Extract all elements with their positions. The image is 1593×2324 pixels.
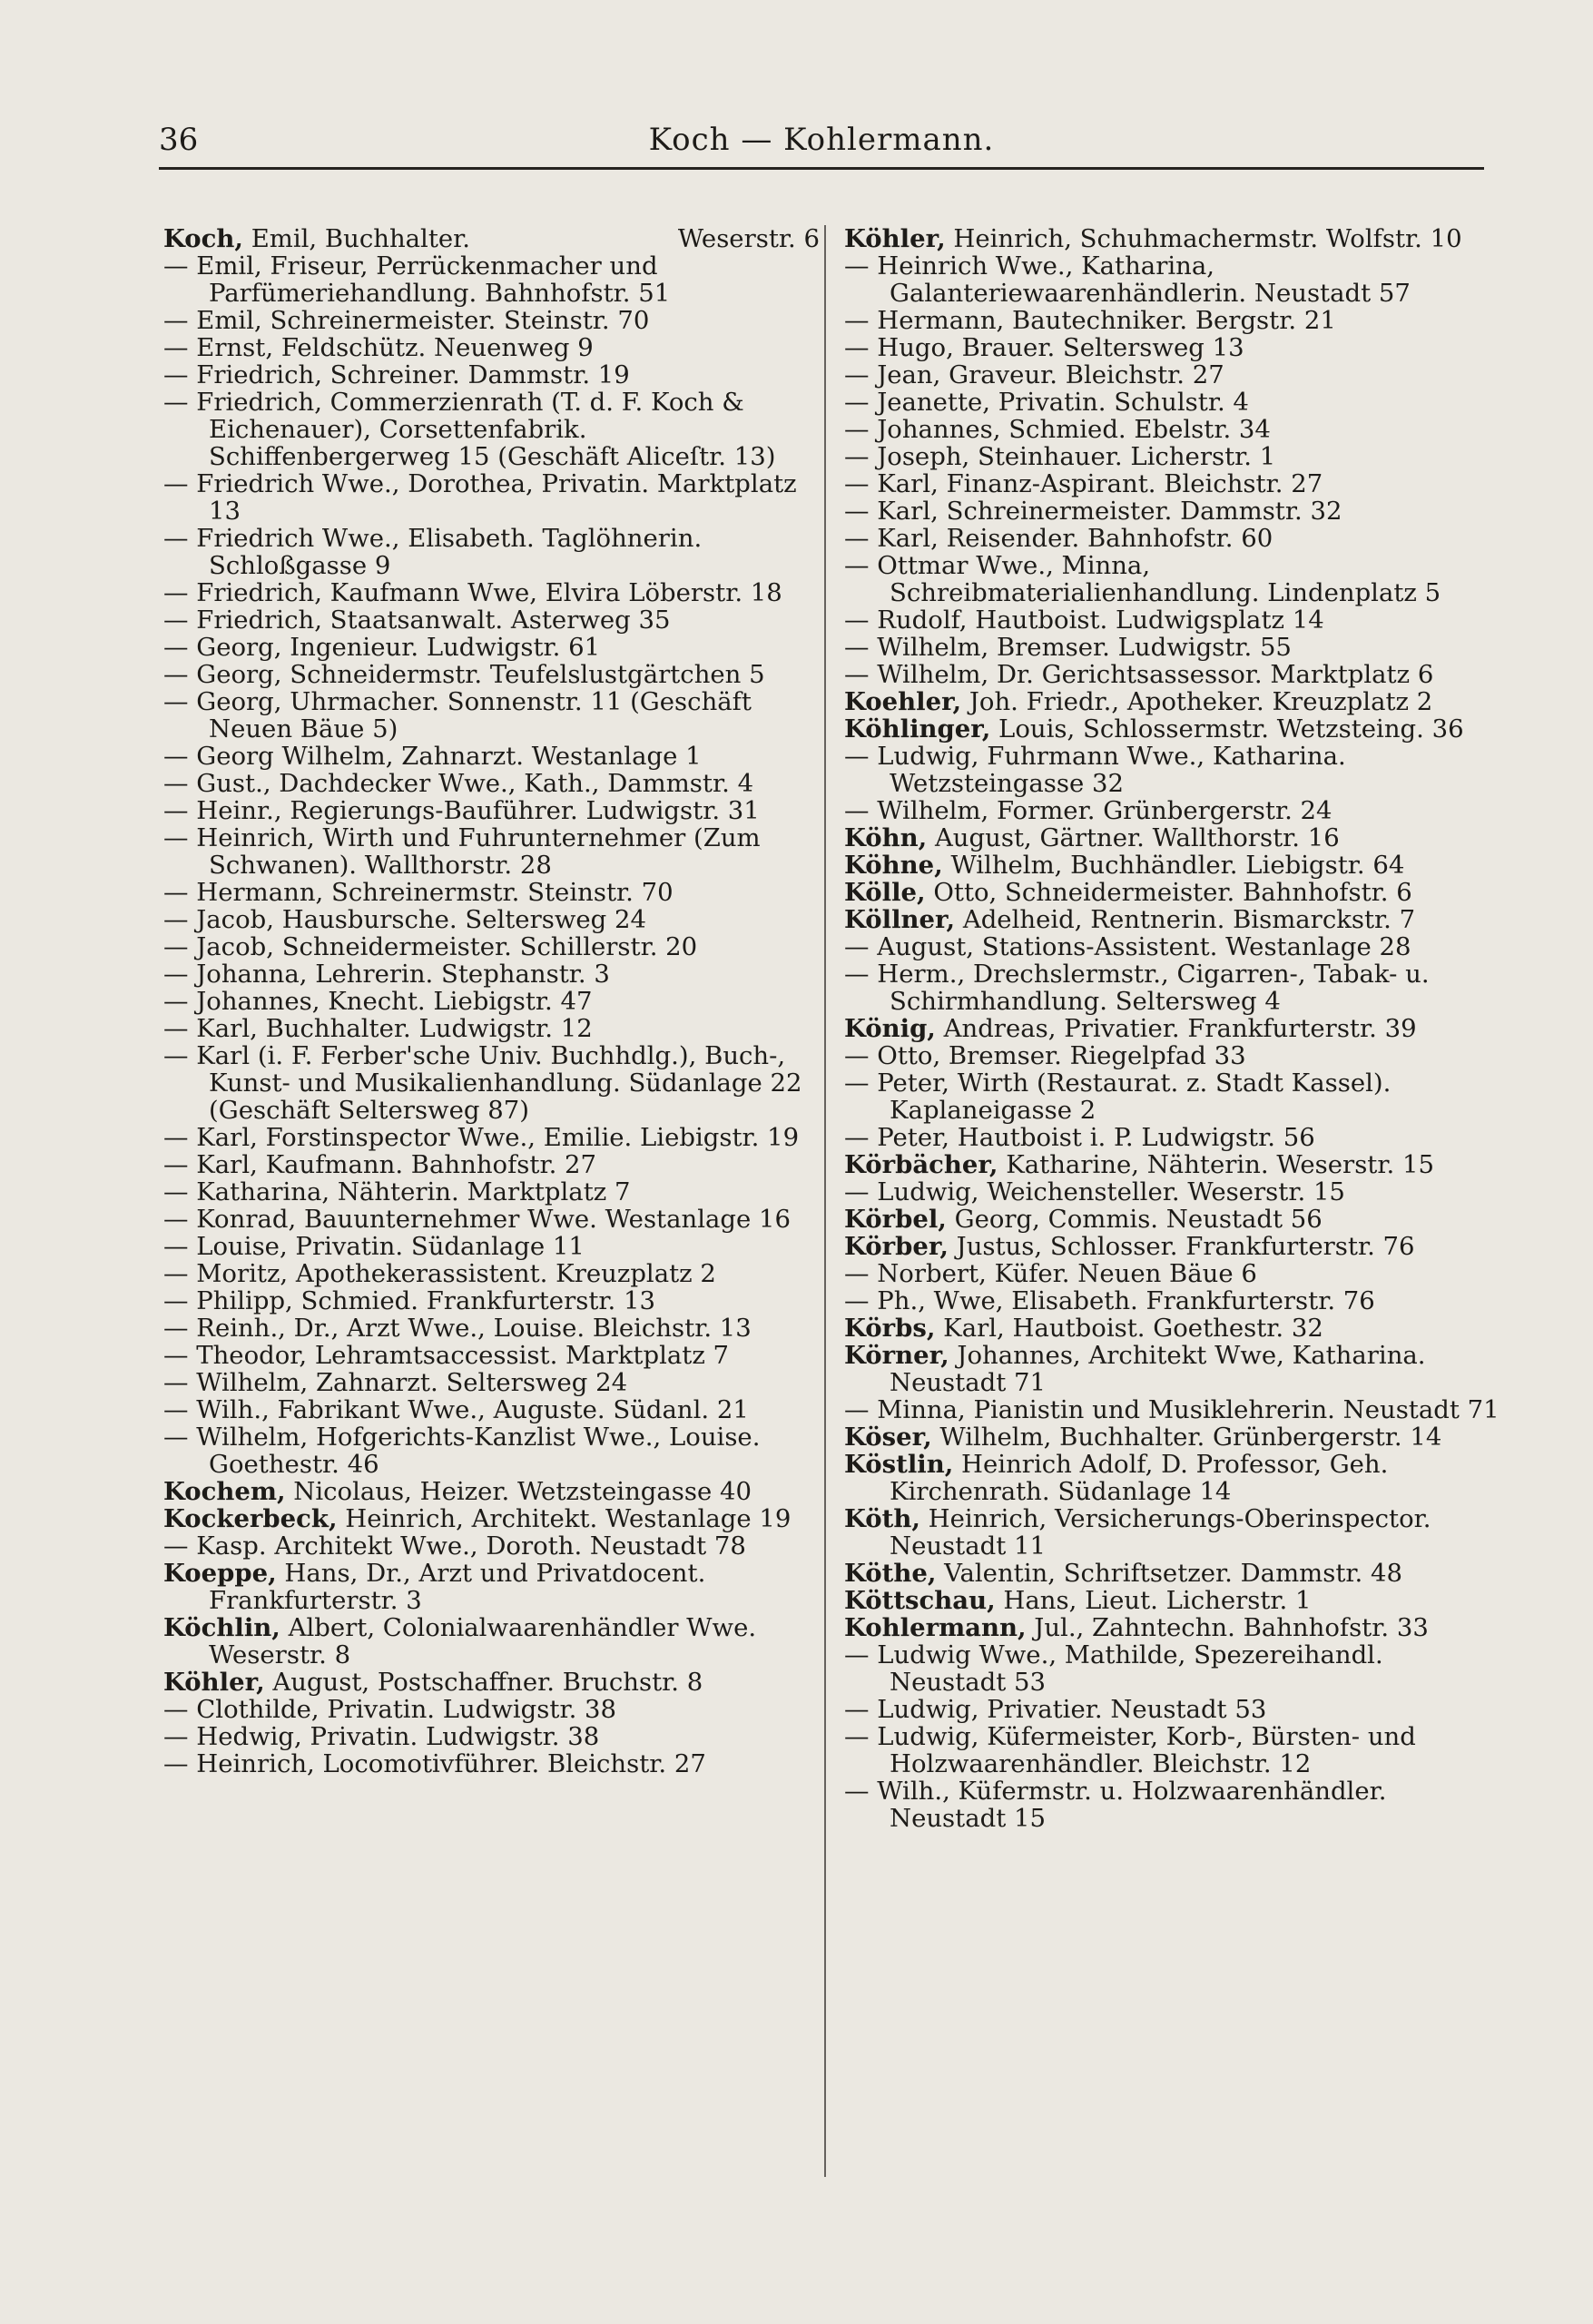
entry-text: Heinrich Adolf, D. Professor, Geh. Kirchenrath. Südanlage 14 <box>890 1450 1389 1506</box>
directory-entry <box>844 634 1500 661</box>
directory-entry <box>844 960 1500 1015</box>
directory-entry <box>163 1124 820 1151</box>
entry-text: Emil, Buchhalter. <box>242 224 471 253</box>
entry-text: — Wilhelm, Hofgerichts-Kanzlist Wwe., Louise. Goethestr. 46 <box>163 1423 761 1479</box>
directory-entry <box>844 1178 1500 1206</box>
directory-entry <box>844 688 1500 715</box>
entry-text: — Hedwig, Privatin. Ludwigstr. 38 <box>163 1722 600 1751</box>
entry-surname: König, <box>844 1014 936 1043</box>
entry-surname: Körbächer, <box>844 1150 998 1179</box>
entry-text: — Reinh., Dr., Arzt Wwe., Louise. Bleichstr. 13 <box>163 1314 752 1343</box>
directory-entry <box>163 307 820 334</box>
directory-entry <box>163 688 820 743</box>
column-divider <box>824 225 826 2177</box>
directory-entry <box>844 225 1500 252</box>
entry-text: — Johannes, Knecht. Liebigstr. 47 <box>163 987 593 1016</box>
directory-entry <box>163 1750 820 1777</box>
entry-surname: Körner, <box>844 1341 949 1370</box>
entry-surname: Körbs, <box>844 1314 936 1343</box>
entry-surname: Köllner, <box>844 905 956 934</box>
entry-text: — Friedrich Wwe., Dorothea, Privatin. Marktplatz 13 <box>163 469 797 526</box>
entry-text: — Clothilde, Privatin. Ludwigstr. 38 <box>163 1695 617 1724</box>
directory-entry <box>844 1342 1500 1396</box>
entry-surname: Koch, <box>163 224 243 253</box>
entry-text: — Georg, Uhrmacher. Sonnenstr. 11 (Geschäft Neuen Bäue 5) <box>163 687 752 743</box>
entry-text: — Karl, Forstinspector Wwe., Emilie. Liebigstr. 19 <box>163 1123 800 1152</box>
directory-entry <box>844 1287 1500 1315</box>
entry-text: Louis, Schlossermstr. Wetzsteing. 36 <box>990 714 1464 743</box>
page-header <box>159 116 1484 171</box>
entry-surname: Köhler, <box>844 224 946 253</box>
entry-text: Heinrich, Schuhmachermstr. Wolfstr. 10 <box>945 224 1462 253</box>
entry-surname: Kohlermann, <box>844 1613 1027 1642</box>
directory-entry <box>163 1206 820 1233</box>
directory-entry <box>163 1178 820 1206</box>
entry-text: — Minna, Pianistin und Musiklehrerin. Neustadt 71 <box>844 1395 1500 1424</box>
directory-entry <box>163 1287 820 1315</box>
entry-text: — Jacob, Schneidermeister. Schillerstr. 20 <box>163 932 698 961</box>
entry-text: — Theodor, Lehramtsaccessist. Marktplatz 7 <box>163 1341 730 1370</box>
entry-surname: Körber, <box>844 1232 949 1261</box>
entry-text: — Konrad, Bauunternehmer Wwe. Westanlage 16 <box>163 1205 792 1234</box>
entry-text: — Karl, Kaufmann. Bahnhofstr. 27 <box>163 1150 597 1179</box>
entry-text: — Rudolf, Hautboist. Ludwigsplatz 14 <box>844 606 1324 635</box>
entry-text: — Georg, Schneidermstr. Teufelslustgärtchen 5 <box>163 660 765 689</box>
directory-entry <box>844 1696 1500 1723</box>
entry-text: — Karl, Reisender. Bahnhofstr. 60 <box>844 524 1273 553</box>
directory-entry <box>844 1560 1500 1587</box>
entry-address: Weserstr. 6 <box>677 224 820 253</box>
directory-entry <box>844 1151 1500 1178</box>
directory-entry <box>163 1369 820 1396</box>
directory-entry <box>844 1451 1500 1505</box>
entry-text: — Heinrich Wwe., Katharina, Galanteriewaarenhändlerin. Neustadt 57 <box>844 251 1411 308</box>
directory-entry <box>844 743 1500 797</box>
entry-text: — Friedrich, Kaufmann Wwe, Elvira Löberstr. 18 <box>163 578 782 607</box>
directory-entry <box>844 1124 1500 1151</box>
entry-text: — Karl, Schreinermeister. Dammstr. 32 <box>844 497 1342 526</box>
entry-text: Wilhelm, Buchhalter. Grünbergerstr. 14 <box>931 1423 1442 1452</box>
entry-text: — Herm., Drechslermstr., Cigarren-, Tabak- u. Schirmhandlung. Seltersweg 4 <box>844 960 1430 1016</box>
directory-entry <box>163 634 820 661</box>
directory-entry <box>844 1614 1500 1641</box>
entry-text: Hans, Dr., Arzt und Privatdocent. Frankfurterstr. 3 <box>209 1559 706 1615</box>
entry-text: — Heinr., Regierungs-Bauführer. Ludwigstr. 31 <box>163 796 760 825</box>
entry-text: — Katharina, Nähterin. Marktplatz 7 <box>163 1177 631 1206</box>
entry-text: — Wilhelm, Dr. Gerichtsassessor. Marktplatz 6 <box>844 660 1434 689</box>
entry-text: August, Postschaffner. Bruchstr. 8 <box>264 1668 703 1697</box>
entry-text: — Wilhelm, Zahnarzt. Seltersweg 24 <box>163 1368 628 1397</box>
directory-entry <box>163 879 820 906</box>
entry-text: — Wilh., Küfermstr. u. Holzwaarenhändler. Neustadt 15 <box>844 1777 1387 1833</box>
entry-text: — Jean, Graveur. Bleichstr. 27 <box>844 360 1224 389</box>
left-column <box>163 225 820 1777</box>
directory-entry <box>163 1260 820 1287</box>
entry-text: — Hermann, Bautechniker. Bergstr. 21 <box>844 306 1336 335</box>
entry-text: — Karl (i. F. Ferber'sche Univ. Buchhdlg.), Buch-, Kunst- und Musikalienhandlung. Südanlage 22 (Geschäft Seltersweg 87) <box>163 1041 802 1125</box>
entry-surname: Koeppe, <box>163 1559 277 1588</box>
entry-text: Johannes, Architekt Wwe, Katharina. Neustadt 71 <box>890 1341 1426 1397</box>
directory-entry <box>163 770 820 797</box>
directory-entry <box>163 334 820 361</box>
directory-entry <box>844 552 1500 606</box>
entry-text: Georg, Commis. Neustadt 56 <box>946 1205 1323 1234</box>
directory-entry <box>844 497 1500 525</box>
directory-entry <box>163 661 820 688</box>
entry-text: Karl, Hautboist. Goethestr. 32 <box>935 1314 1323 1343</box>
entry-text: — Friedrich, Schreiner. Dammstr. 19 <box>163 360 630 389</box>
entry-text: Andreas, Privatier. Frankfurterstr. 39 <box>935 1014 1417 1043</box>
directory-entry <box>844 1587 1500 1614</box>
directory-entry <box>844 1777 1500 1832</box>
entry-text: Wilhelm, Buchhändler. Liebigstr. 64 <box>942 851 1405 880</box>
directory-entry <box>844 1069 1500 1124</box>
entry-text: — Ernst, Feldschütz. Neuenweg 9 <box>163 333 594 362</box>
directory-entry <box>844 525 1500 552</box>
directory-entry <box>163 389 820 470</box>
entry-text: — Peter, Wirth (Restaurat. z. Stadt Kassel). Kaplaneigasse 2 <box>844 1068 1391 1125</box>
entry-text: — Kasp. Architekt Wwe., Doroth. Neustadt 78 <box>163 1531 746 1561</box>
directory-entry <box>163 579 820 606</box>
directory-entry <box>844 1315 1500 1342</box>
directory-entry <box>163 1560 820 1614</box>
right-column <box>844 225 1500 1832</box>
directory-entry <box>163 1614 820 1669</box>
directory-entry <box>163 1532 820 1560</box>
entry-text: — Hermann, Schreinermstr. Steinstr. 70 <box>163 878 674 907</box>
directory-entry <box>844 1042 1500 1069</box>
entry-surname: Köhler, <box>163 1668 265 1697</box>
directory-entry <box>163 1505 820 1532</box>
page-number: 36 <box>159 122 199 158</box>
entry-text: — Peter, Hautboist i. P. Ludwigstr. 56 <box>844 1123 1315 1152</box>
entry-text: — Ludwig, Fuhrmann Wwe., Katharina. Wetzsteingasse 32 <box>844 742 1346 798</box>
directory-entry <box>844 715 1500 743</box>
entry-text: — Wilh., Fabrikant Wwe., Auguste. Südanl. 21 <box>163 1395 749 1424</box>
entry-text: Heinrich, Versicherungs-Oberinspector. Neustadt 11 <box>890 1504 1431 1561</box>
entry-text: — Johannes, Schmied. Ebelstr. 34 <box>844 415 1271 444</box>
entry-text: — Louise, Privatin. Südanlage 11 <box>163 1232 585 1261</box>
entry-surname: Köth, <box>844 1504 920 1533</box>
entry-surname: Kölle, <box>844 878 926 907</box>
directory-entry <box>163 470 820 525</box>
entry-text: — Emil, Friseur, Perrückenmacher und Parfümeriehandlung. Bahnhofstr. 51 <box>163 251 671 308</box>
entry-surname: Kockerbeck, <box>163 1504 338 1533</box>
directory-entry <box>844 443 1500 470</box>
directory-entry <box>163 225 820 252</box>
entry-text: — August, Stations-Assistent. Westanlage 28 <box>844 932 1411 961</box>
directory-entry <box>844 1233 1500 1260</box>
entry-text: Albert, Colonialwaarenhändler Wwe. Weserstr. 8 <box>209 1613 757 1669</box>
directory-entry <box>163 988 820 1015</box>
directory-entry <box>163 1015 820 1042</box>
directory-entry <box>844 606 1500 634</box>
entry-text: Nicolaus, Heizer. Wetzsteingasse 40 <box>285 1477 752 1506</box>
directory-entry <box>163 906 820 933</box>
directory-entry <box>163 1042 820 1124</box>
entry-surname: Köhn, <box>844 823 928 852</box>
directory-entry <box>163 1696 820 1723</box>
entry-surname: Koehler, <box>844 687 962 716</box>
directory-entry <box>844 1206 1500 1233</box>
directory-entry <box>844 1396 1500 1423</box>
entry-text: — Ludwig, Privatier. Neustadt 53 <box>844 1695 1267 1724</box>
entry-text: Heinrich, Architekt. Westanlage 19 <box>337 1504 792 1533</box>
entry-text: — Hugo, Brauer. Seltersweg 13 <box>844 333 1244 362</box>
entry-surname: Köstlin, <box>844 1450 954 1479</box>
running-head: Koch — Kohlermann. <box>648 122 995 158</box>
directory-entry <box>163 1423 820 1478</box>
directory-entry <box>163 797 820 824</box>
entry-text: — Norbert, Küfer. Neuen Bäue 6 <box>844 1259 1257 1288</box>
entry-text: Adelheid, Rentnerin. Bismarckstr. 7 <box>955 905 1416 934</box>
entry-text: — Georg Wilhelm, Zahnarzt. Westanlage 1 <box>163 742 702 771</box>
directory-entry <box>844 334 1500 361</box>
directory-entry <box>844 1723 1500 1777</box>
entry-surname: Köser, <box>844 1423 932 1452</box>
directory-entry <box>844 852 1500 879</box>
directory-entry <box>163 252 820 307</box>
directory-entry <box>163 525 820 579</box>
entry-text: — Ludwig, Küfermeister, Korb-, Bürsten- und Holzwaarenhändler. Bleichstr. 12 <box>844 1722 1416 1778</box>
directory-entry <box>844 661 1500 688</box>
entry-text: — Ottmar Wwe., Minna, Schreibmaterialienhandlung. Lindenplatz 5 <box>844 551 1441 607</box>
entry-text: — Friedrich Wwe., Elisabeth. Taglöhnerin. Schloßgasse 9 <box>163 524 703 580</box>
directory-entry <box>844 1015 1500 1042</box>
entry-text: — Otto, Bremser. Riegelpfad 33 <box>844 1041 1246 1070</box>
directory-entry <box>844 906 1500 933</box>
entry-text: — Friedrich, Staatsanwalt. Asterweg 35 <box>163 606 671 635</box>
directory-entry <box>844 1260 1500 1287</box>
directory-entry <box>163 743 820 770</box>
entry-text: — Karl, Finanz-Aspirant. Bleichstr. 27 <box>844 469 1323 498</box>
directory-entry <box>844 933 1500 960</box>
directory-entry <box>844 252 1500 307</box>
entry-text: — Ludwig Wwe., Mathilde, Spezereihandl. Neustadt 53 <box>844 1640 1383 1697</box>
entry-text: — Wilhelm, Bremser. Ludwigstr. 55 <box>844 633 1292 662</box>
entry-surname: Köthe, <box>844 1559 937 1588</box>
entry-text: — Emil, Schreinermeister. Steinstr. 70 <box>163 306 650 335</box>
entry-text: — Johanna, Lehrerin. Stephanstr. 3 <box>163 960 610 989</box>
directory-entry <box>163 1669 820 1696</box>
directory-entry <box>844 307 1500 334</box>
entry-surname: Köhlinger, <box>844 714 991 743</box>
directory-entry <box>163 1396 820 1423</box>
entry-surname: Köttschau, <box>844 1586 996 1615</box>
directory-entry <box>844 879 1500 906</box>
directory-entry <box>163 1315 820 1342</box>
entry-text: — Philipp, Schmied. Frankfurterstr. 13 <box>163 1286 655 1315</box>
entry-text: Katharine, Nähterin. Weserstr. 15 <box>998 1150 1434 1179</box>
directory-entry <box>163 1151 820 1178</box>
directory-entry <box>163 1723 820 1750</box>
directory-entry <box>844 389 1500 416</box>
entry-text: Jul., Zahntechn. Bahnhofstr. 33 <box>1026 1613 1429 1642</box>
directory-entry <box>844 824 1500 852</box>
entry-text: — Ph., Wwe, Elisabeth. Frankfurterstr. 76 <box>844 1286 1375 1315</box>
directory-entry <box>163 1478 820 1505</box>
entry-text: Valentin, Schriftsetzer. Dammstr. 48 <box>936 1559 1402 1588</box>
entry-text: Justus, Schlosser. Frankfurterstr. 76 <box>948 1232 1415 1261</box>
entry-surname: Köchlin, <box>163 1613 280 1642</box>
entry-text: — Heinrich, Locomotivführer. Bleichstr. 27 <box>163 1749 706 1778</box>
directory-entry <box>163 1342 820 1369</box>
entry-text: — Jacob, Hausbursche. Seltersweg 24 <box>163 905 646 934</box>
entry-text: Otto, Schneidermeister. Bahnhofstr. 6 <box>925 878 1412 907</box>
entry-text: — Joseph, Steinhauer. Licherstr. 1 <box>844 442 1276 471</box>
directory-entry <box>163 361 820 389</box>
entry-text: — Heinrich, Wirth und Fuhrunternehmer (Zum Schwanen). Wallthorstr. 28 <box>163 823 761 880</box>
directory-entry <box>844 797 1500 824</box>
entry-text: — Jeanette, Privatin. Schulstr. 4 <box>844 388 1249 417</box>
entry-text: — Georg, Ingenieur. Ludwigstr. 61 <box>163 633 601 662</box>
entry-text: — Friedrich, Commerzienrath (T. d. F. Koch & Eichenauer), Corsettenfabrik. Schiffenbergerweg 15 (Geschäft Aliceſtr. 13) <box>163 388 776 471</box>
directory-entry <box>844 470 1500 497</box>
directory-entry <box>163 960 820 988</box>
entry-text: — Ludwig, Weichensteller. Weserstr. 15 <box>844 1177 1345 1206</box>
entry-text: — Wilhelm, Former. Grünbergerstr. 24 <box>844 796 1332 825</box>
entry-text: — Gust., Dachdecker Wwe., Kath., Dammstr. 4 <box>163 769 754 798</box>
directory-entry <box>844 416 1500 443</box>
directory-entry <box>163 1233 820 1260</box>
entry-text: Hans, Lieut. Licherstr. 1 <box>995 1586 1312 1615</box>
entry-text: Joh. Friedr., Apotheker. Kreuzplatz 2 <box>961 687 1433 716</box>
directory-entry <box>844 1423 1500 1451</box>
entry-surname: Kochem, <box>163 1477 286 1506</box>
entry-surname: Körbel, <box>844 1205 947 1234</box>
entry-text: August, Gärtner. Wallthorstr. 16 <box>927 823 1340 852</box>
entry-text: — Karl, Buchhalter. Ludwigstr. 12 <box>163 1014 593 1043</box>
directory-entry <box>163 933 820 960</box>
directory-entry <box>844 361 1500 389</box>
directory-entry <box>163 824 820 879</box>
header-rule <box>159 167 1484 170</box>
directory-entry <box>163 606 820 634</box>
directory-entry <box>844 1641 1500 1696</box>
entry-surname: Köhne, <box>844 851 943 880</box>
directory-entry <box>844 1505 1500 1560</box>
entry-text: — Moritz, Apothekerassistent. Kreuzplatz 2 <box>163 1259 716 1288</box>
